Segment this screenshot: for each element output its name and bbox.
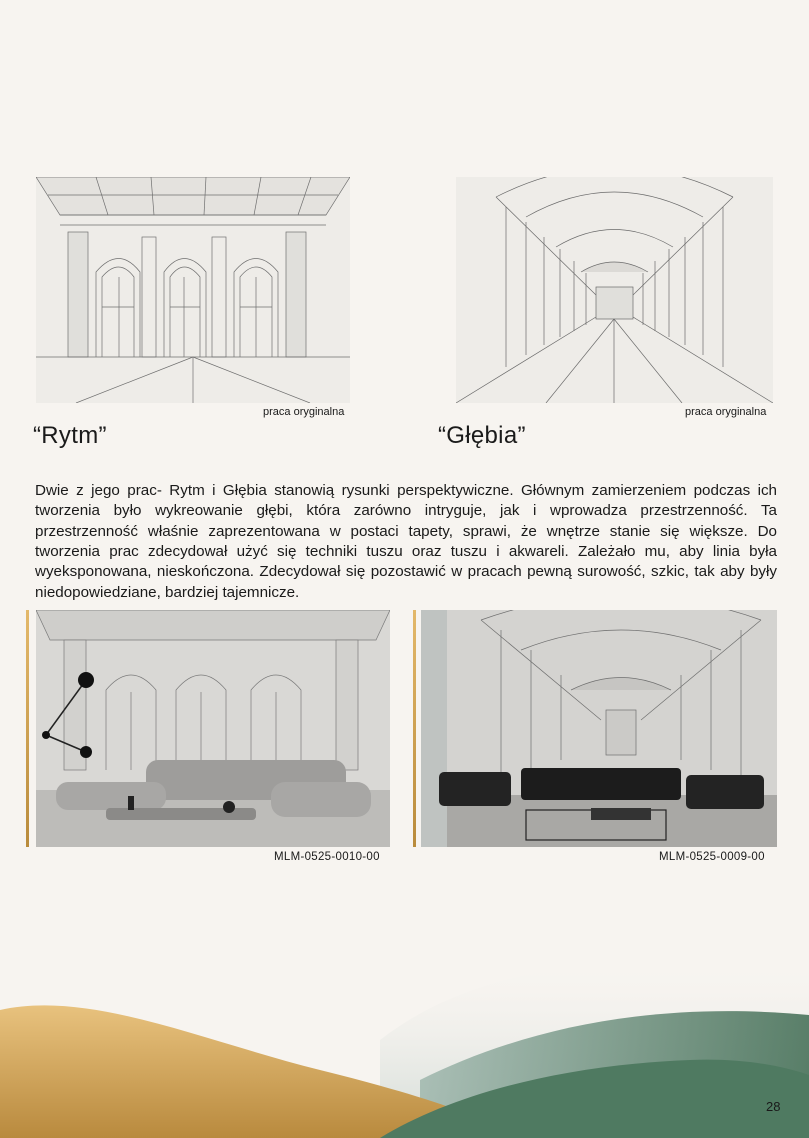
product-2-interior-image xyxy=(421,610,777,847)
rytm-caption: praca oryginalna xyxy=(263,406,345,418)
glebia-artwork-image xyxy=(456,177,773,403)
glebia-caption: praca oryginalna xyxy=(685,406,767,418)
product-2-code: MLM-0525-0009-00 xyxy=(659,851,765,863)
page-number: 28 xyxy=(766,1099,781,1114)
rytm-artwork-image xyxy=(36,177,350,403)
product-2-accent-bar xyxy=(413,610,416,847)
product-1-accent-bar xyxy=(26,610,29,847)
rytm-title: “Rytm” xyxy=(33,422,107,449)
product-1-interior-image xyxy=(36,610,390,847)
description-paragraph: Dwie z jego prac- Rytm i Głębia stanowią rysunki perspektywiczne. Głównym zamierzeniem podczas ich tworzenia było wykreowanie głębi, która zarówno intryguje, jak i wprowadza przestrzenność. Ta przestrzenność właśnie zaprezentowana w postaci tapety, sprawi, że wnętrze stanie się większe. Do tworzenia prac zdecydował użyć się techniki tuszu oraz tuszu i akwareli. Zależało mu, aby linia była wyeksponowana, nieskończona. Zdecydował się pozostawić w pracach pewną surowość, szkic, tak aby były niedopowiedziane, bardziej tajemnicze. xyxy=(35,482,777,601)
glebia-title: “Głębia” xyxy=(438,422,526,449)
decorative-hills xyxy=(0,880,809,1138)
product-1-code: MLM-0525-0010-00 xyxy=(274,851,380,863)
